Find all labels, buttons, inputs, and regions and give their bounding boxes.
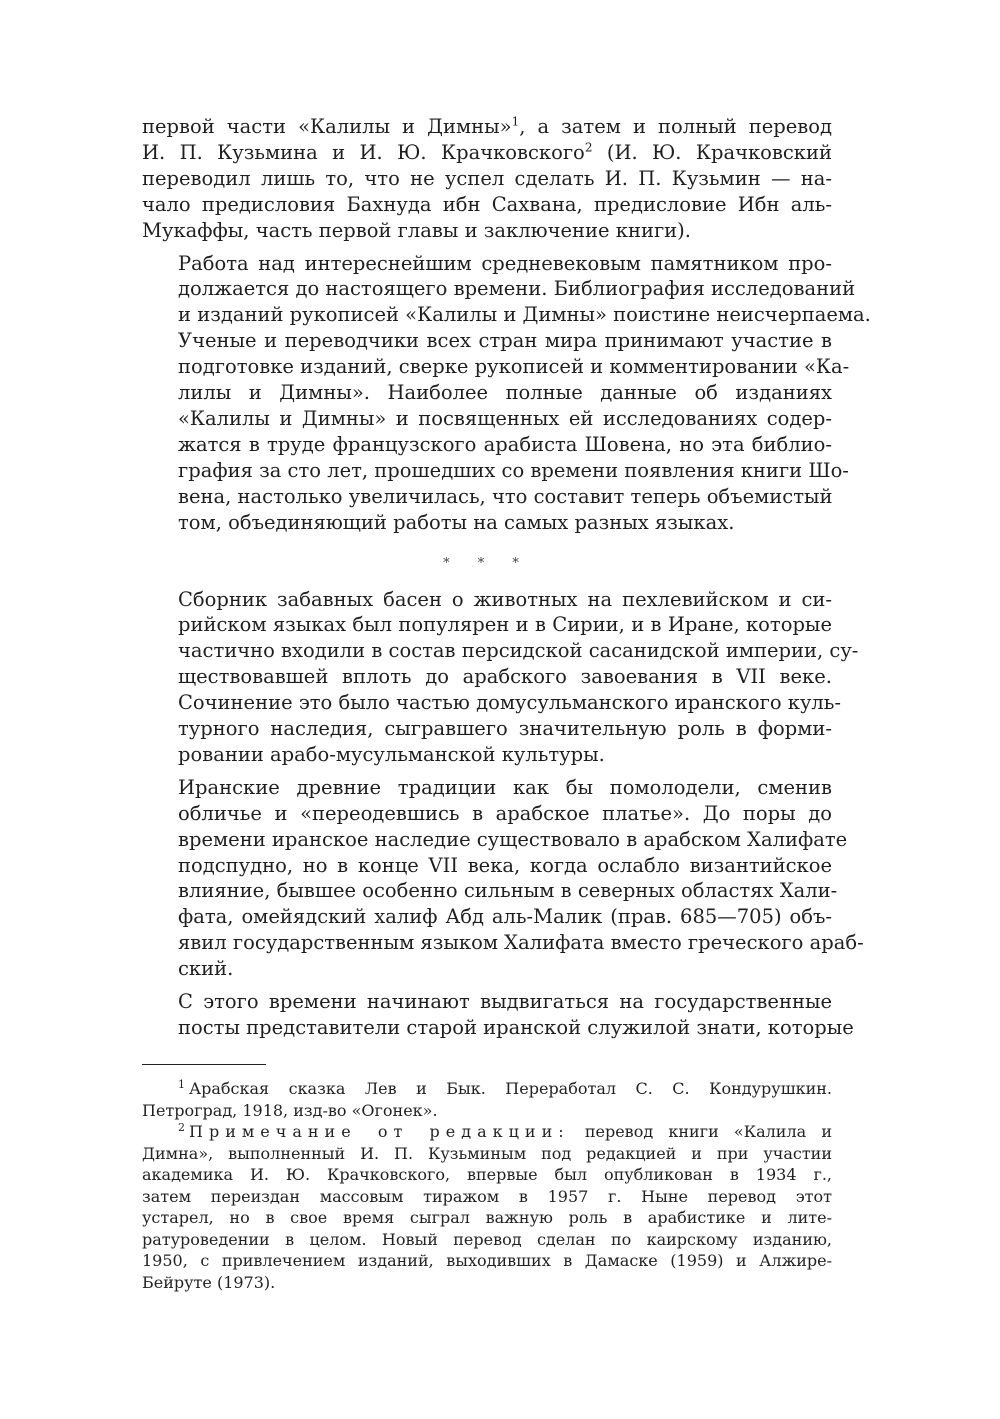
- text-line: Работа над интереснейшим средневековым памятником про-: [178, 251, 832, 275]
- text-line: частично входили в состав персидской сасанидской империи, су-: [178, 639, 859, 663]
- text-line: Димна», выполненный И. П. Кузьминым под редакцией и при участии: [142, 1143, 832, 1163]
- text-line: Сочинение это было частью домусульманского иранского куль-: [178, 691, 842, 715]
- text-line: 1950, с привлечением изданий, выходивших в Дамаске (1959) и Алжире-: [142, 1251, 832, 1270]
- text-line: Мукаффы, часть первой главы и заключение книги).: [142, 218, 691, 242]
- text-line: том, объединяющий работы на самых разных языках.: [178, 510, 735, 534]
- text-span: перевод книги «Калила и: [569, 1122, 833, 1141]
- text-line: Иранские древние традиции как бы помолодели, сменив: [178, 775, 832, 799]
- text-line: должается до настоящего времени. Библиография исследований: [178, 277, 856, 301]
- paragraph-iranian-traditions: [142, 775, 864, 982]
- text-line: Петроград, 1918, изд-во «Огонек».: [142, 1100, 438, 1120]
- text-line: Бейруте (1973).: [142, 1272, 276, 1292]
- footnote-ref-1[interactable]: 1: [511, 114, 520, 129]
- text-line: Сборник забавных басен о животных на пехлевийском и си-: [178, 587, 832, 611]
- text-span: , а затем и полный перевод: [519, 115, 832, 138]
- text-line: вена, настолько увеличилась, что составит теперь объемистый: [178, 484, 833, 508]
- text-span: И. П. Кузьмина и И. Ю. Крачковского: [142, 140, 585, 164]
- text-line: [142, 140, 832, 166]
- text-line: устарел, но в свое время сыграл важную роль в арабистике и лите-: [142, 1208, 832, 1227]
- text-line: затем переиздан массовым тиражом в 1957 г. Ныне перевод этот: [142, 1186, 832, 1206]
- text-line: [142, 1078, 832, 1100]
- text-line: графия за сто лет, прошедших со времени появления книги Шо-: [178, 458, 849, 482]
- text-line: переводил лишь то, что не успел сделать И. П. Кузьмин — на-: [142, 166, 832, 190]
- text-line: академика И. Ю. Крачковского, впервые был опубликован в 1934 г.,: [142, 1165, 832, 1184]
- text-line: посты представители старой иранской служилой знати, которые: [178, 1016, 854, 1039]
- text-line: ществовавшей вплоть до арабского завоевания в VII веке.: [178, 665, 832, 689]
- paragraph-iranian-nobility: [142, 989, 854, 1041]
- text-line: и изданий рукописей «Калилы и Димны» поистине неисчерпаема.: [178, 303, 871, 327]
- text-span: Арабская сказка Лев и Бык. Переработал С. С. Кондурушкин.: [189, 1079, 832, 1098]
- footnotes: [142, 1078, 832, 1293]
- text-line: «Калилы и Димны» и посвященных ей исследованиях содер-: [178, 406, 832, 430]
- text-line: времени иранское наследие существовало в арабском Халифате: [178, 827, 848, 851]
- text-line: ровании арабо-мусульманской культуры.: [178, 742, 605, 766]
- footnote-mark: 1: [178, 1077, 185, 1091]
- text-line: подготовке изданий, сверке рукописей и комментировании «Ка-: [178, 355, 850, 379]
- text-line: [142, 114, 832, 140]
- text-span: первой части «Калилы и Димны»: [142, 115, 512, 138]
- footnote-ref-2[interactable]: 2: [584, 140, 593, 155]
- section-separator: * * *: [443, 555, 531, 571]
- text-line: [142, 1121, 832, 1143]
- text-span: (И. Ю. Крачковский: [592, 140, 832, 164]
- text-line: турного наследия, сыгравшего значительную роль в форми-: [178, 717, 832, 741]
- editorial-note-label: Примечание от редакции:: [189, 1122, 570, 1141]
- footnote-1: [142, 1078, 832, 1121]
- text-line: ратуроведении в целом. Новый перевод сделан по каирскому изданию,: [142, 1229, 832, 1249]
- text-line: ский.: [178, 957, 234, 981]
- text-line: явил государственным языком Халифата вместо греческого араб-: [178, 931, 864, 955]
- footnote-2: [142, 1121, 832, 1293]
- text-line: фата, омейядский халиф Абд аль-Малик (прав. 685—705) объ-: [178, 905, 832, 929]
- text-line: С этого времени начинают выдвигаться на государственные: [178, 990, 832, 1014]
- text-line: подспудно, но в конце VII века, когда ослабло византийское: [178, 853, 832, 877]
- text-line: влияние, бывшее особенно сильным в северных областях Хали-: [178, 879, 838, 903]
- text-line: чало предисловия Бахнуда ибн Сахвана, предисловие Ибн аль-: [142, 192, 832, 216]
- text-line: Ученые и переводчики всех стран мира принимают участие в: [178, 329, 832, 353]
- text-line: жатся в труде французского арабиста Шовена, но эта библио-: [178, 432, 832, 456]
- paragraph-translation-history: [142, 114, 832, 244]
- text-line: лилы и Димны». Наиболее полные данные об изданиях: [178, 381, 832, 405]
- text-line: рийском языках был популярен и в Сирии, и в Иране, которые: [178, 613, 832, 637]
- text-line: обличье и «переодевшись в арабское платье». До поры до: [178, 801, 832, 825]
- footnote-divider: [142, 1064, 266, 1065]
- page-body: [142, 114, 871, 1048]
- paragraph-bibliography: [142, 251, 871, 536]
- paragraph-fables-collection: [142, 587, 859, 768]
- footnote-mark: 2: [178, 1120, 185, 1134]
